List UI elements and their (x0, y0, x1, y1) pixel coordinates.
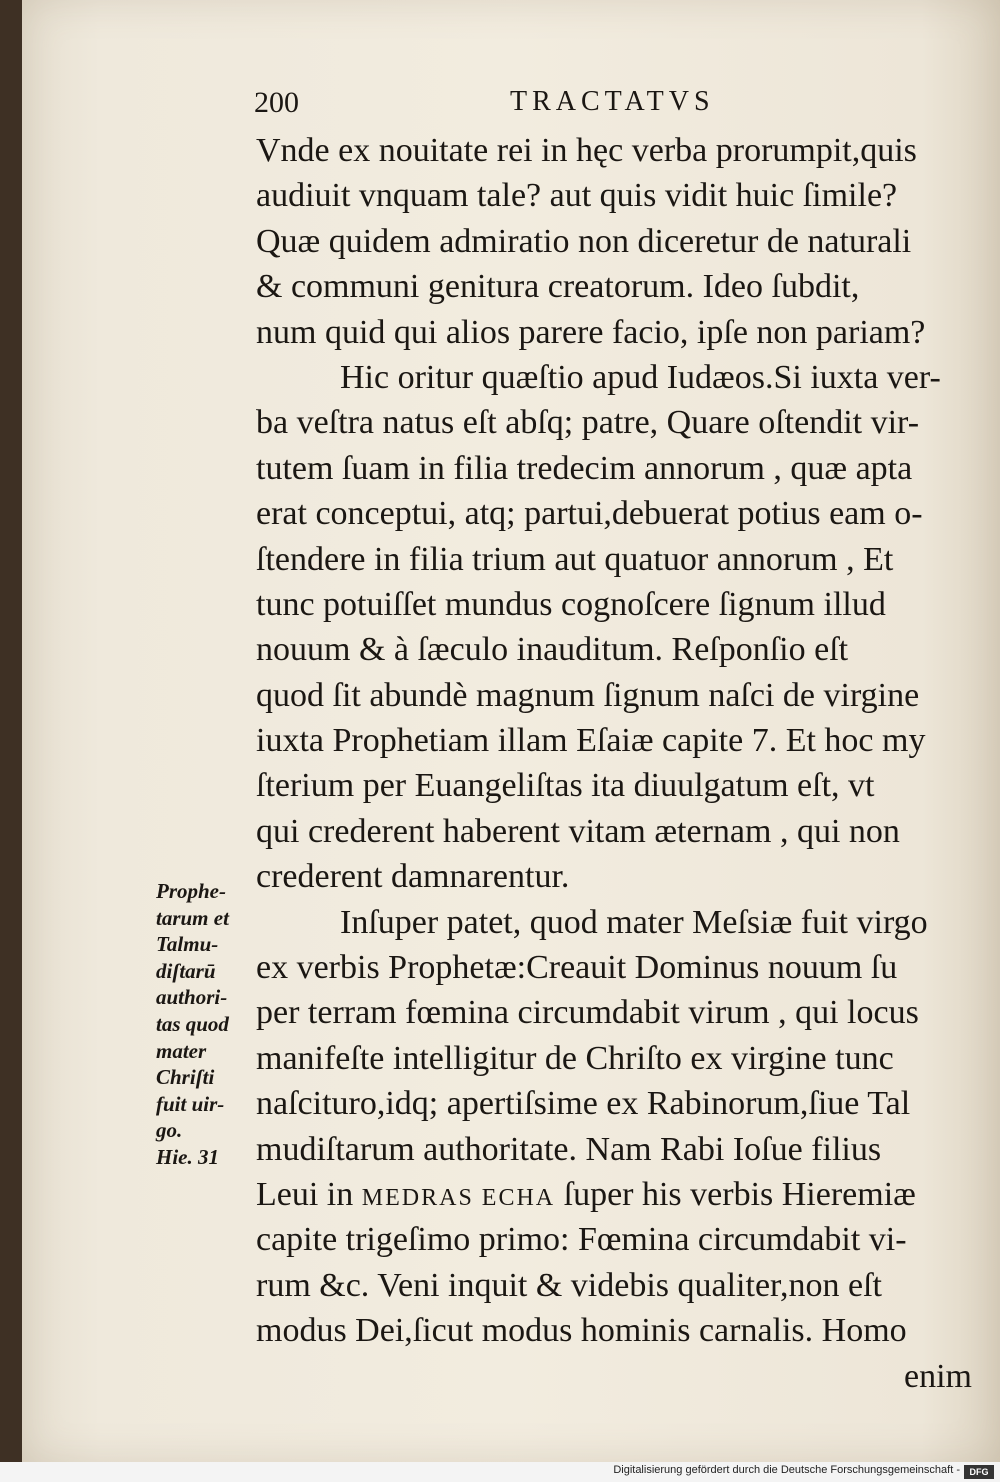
text-line: ba veſtra natus eſt abſq; patre, Quare oſtendit vir- (256, 404, 920, 442)
text-line: num quid qui alios parere facio, ipſe non pariam? (256, 313, 926, 351)
text-fragment: ſuper his verbis Hieremiæ (563, 1175, 916, 1213)
text-line: capite trigeſimo primo: Fœmina circumdabit vi- (256, 1221, 907, 1259)
text-line: mudiſtarum authoritate. Nam Rabi Ioſue filius (256, 1130, 882, 1168)
text-line: tutem ſuam in filia tredecim annorum , quæ apta (256, 449, 913, 487)
marginal-line: Talmu- (156, 932, 219, 957)
marginal-line: Chriſti (156, 1065, 215, 1090)
marginal-line: mater (156, 1038, 207, 1063)
text-line: ex verbis Prophetæ:Creauit Dominus nouum ſu (256, 949, 898, 987)
funding-credit: Digitalisierung gefördert durch die Deutsche Forschungsgemeinschaft - (613, 1464, 960, 1476)
text-line: crederent damnarentur. (256, 858, 570, 896)
text-line: per terram fœmina circumdabit virum , qui locus (256, 994, 919, 1032)
marginal-line: authori- (156, 985, 228, 1010)
marginal-note (156, 878, 264, 1171)
marginal-line: go. (156, 1118, 183, 1143)
text-line: tunc potuiſſet mundus cognoſcere ſignum illud (256, 585, 886, 623)
text-line: manifeſte intelligitur de Chriſto ex virgine tunc (256, 1039, 894, 1077)
text-line: rum &c. Veni inquit & videbis qualiter,non eſt (256, 1266, 882, 1304)
body-text (256, 128, 976, 1399)
running-title: TRACTATVS (510, 86, 715, 117)
marginal-line: tas quod (156, 1011, 229, 1036)
text-line: Quæ quidem admiratio non diceretur de naturali (256, 222, 912, 260)
catchword: enim (904, 1357, 972, 1395)
running-head (254, 86, 954, 126)
footer-bar (0, 1462, 1000, 1482)
text-line: quod ſit abundè magnum ſignum naſci de virgine (256, 676, 920, 714)
text-fragment: Leui in (256, 1175, 354, 1213)
marginal-line: diſtarū (156, 958, 216, 983)
marginal-line: Prophe- (156, 879, 226, 903)
text-line: Inſuper patet, quod mater Meſsiæ fuit virgo (340, 903, 928, 941)
dfg-logo-icon: DFG (964, 1465, 994, 1479)
text-line: ſtendere in filia trium aut quatuor annorum , Et (256, 540, 894, 578)
text-line: Vnde ex nouitate rei in hęc verba prorumpit,quis (256, 132, 917, 169)
text-line: modus Dei,ſicut modus hominis carnalis. Homo (256, 1312, 907, 1350)
marginal-line: fuit uir- (156, 1091, 225, 1116)
text-line: naſcituro,idq; apertiſsime ex Rabinorum,ſiue Tal (256, 1085, 911, 1123)
marginal-line: Hie. 31 (156, 1144, 219, 1169)
text-line: & communi genitura creatorum. Ideo ſubdit, (256, 268, 860, 306)
text-line: audiuit vnquam tale? aut quis vidit huic ſimile? (256, 177, 898, 215)
text-line: ſterium per Euangeliſtas ita diuulgatum eſt, vt (256, 767, 875, 805)
text-line: nouum & à ſæculo inauditum. Reſponſio eſt (256, 631, 849, 669)
page-number: 200 (254, 86, 299, 119)
marginal-line: tarum et (156, 905, 229, 930)
text-line: erat conceptui, atq; partui,debuerat potius eam o- (256, 495, 923, 533)
text-line: Hic oritur quæſtio apud Iudæos.Si iuxta ver- (340, 358, 941, 396)
text-line: iuxta Prophetiam illam Eſaiæ capite 7. Et hoc my (256, 722, 926, 760)
text-line (256, 1172, 976, 1217)
text-line: qui crederent haberent vitam æternam , qui non (256, 812, 900, 850)
small-caps-title: MEDRAS ECHA (361, 1184, 556, 1211)
